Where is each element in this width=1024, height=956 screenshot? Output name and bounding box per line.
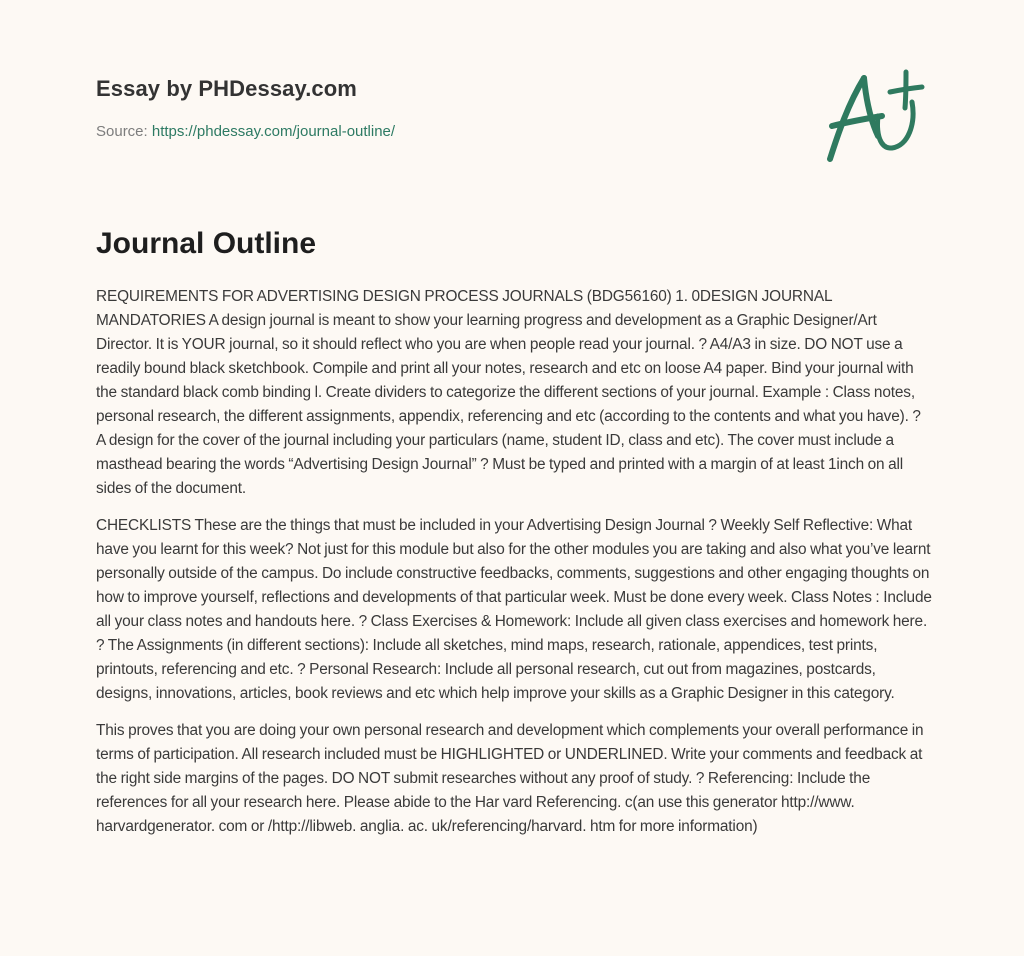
paragraph: REQUIREMENTS FOR ADVERTISING DESIGN PROCESS JOURNALS (BDG56160) 1. 0DESIGN JOURNAL MANDATORIES A design journal is meant to show your learning progress and development as a Graphic Designer/Art Director. It is YOUR journal, so it should reflect who you are when people read your journal. ? A4/A3 in size. DO NOT use a readily bound black sketchbook. Compile and print all your notes, research and etc on loose A4 paper. Bind your journal with the standard black comb binding l. Create dividers to categorize the different sections of your journal. Example : Class notes, personal research, the different assignments, appendix, referencing and etc (according to the contents and what you have). ? A design for the cover of the journal including your particulars (name, student ID, class and etc). The cover must include a masthead bearing the words “Advertising Design Journal” ? Must be typed and printed with a margin of at least 1inch on all sides of the document. bbox=[96, 288, 921, 497]
paragraph: This proves that you are doing your own personal research and development which complements your overall performance in terms of participation. All research included must be HIGHLIGHTED or UNDERLINED. Write your comments and feedback at the right side margins of the pages. DO NOT submit researches without any proof of study. ? Referencing: Include the references for all your research here. Please abide to the Har vard Referencing. c(an use this generator http://www. harvardgenerator. com or /http://libweb. anglia. ac. uk/referencing/harvard. htm for more information) bbox=[96, 722, 924, 835]
paragraph: CHECKLISTS These are the things that must be included in your Advertising Design Journal ? Weekly Self Reflective: What have you learnt for this week? Not just for this module but also for the other modules you are taking and also what you’ve learnt personally outside of the campus. Do include constructive feedbacks, comments, suggestions and other engaging thoughts on how to improve yourself, reflections and developments of that particular week. Must be done every week. Class Notes : Include all your class notes and handouts here. ? Class Exercises & Homework: Include all given class exercises and homework here. ? The Assignments (in different sections): Include all sketches, mind maps, research, rationale, appendices, test prints, printouts, referencing and etc. ? Personal Research: Include all personal research, cut out from magazines, postcards, designs, innovations, articles, book reviews and etc which help improve your skills as a Graphic Designer in this category. bbox=[96, 517, 932, 702]
source-label: Source: bbox=[96, 123, 148, 140]
source-link[interactable]: https://phdessay.com/journal-outline/ bbox=[151, 123, 396, 140]
site-title: Essay by PHDessay.com bbox=[96, 76, 357, 101]
a-plus-grade-icon bbox=[820, 64, 930, 164]
document-body bbox=[96, 285, 932, 852]
document-title: Journal Outline bbox=[96, 227, 317, 260]
page-header bbox=[96, 74, 395, 142]
source-line bbox=[96, 122, 395, 142]
